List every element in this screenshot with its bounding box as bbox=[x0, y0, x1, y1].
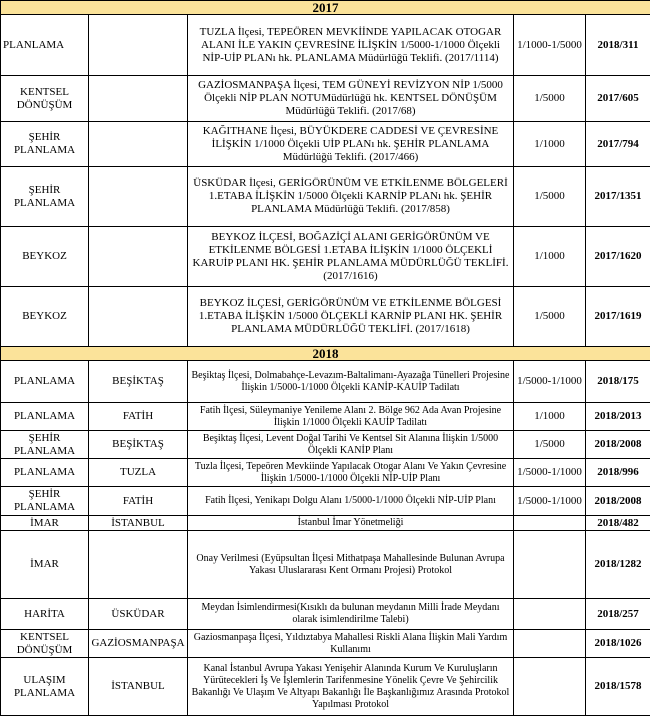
district-cell: FATİH bbox=[89, 487, 188, 516]
table-row bbox=[1, 122, 650, 167]
description-cell: Meydan İsimlendirmesi(Kısıklı da bulunan meydanın Milli İrade Meydanı olarak isimlendirilme Talebi) bbox=[188, 599, 514, 630]
dept-cell: KENTSEL DÖNÜŞÜM bbox=[1, 630, 89, 658]
district-cell bbox=[89, 76, 188, 122]
decision-no-cell: 2018/996 bbox=[586, 459, 650, 487]
district-cell: İSTANBUL bbox=[89, 516, 188, 531]
dept-cell: BEYKOZ bbox=[1, 227, 89, 287]
scale-cell bbox=[514, 658, 586, 716]
dept-cell: ŞEHİR PLANLAMA bbox=[1, 431, 89, 459]
year-label: 2018 bbox=[1, 347, 650, 361]
district-cell: İSTANBUL bbox=[89, 658, 188, 716]
decision-no-cell: 2018/1026 bbox=[586, 630, 650, 658]
decision-no-cell: 2017/1620 bbox=[586, 227, 650, 287]
dept-cell: ŞEHİR PLANLAMA bbox=[1, 167, 89, 227]
decision-no-cell: 2018/175 bbox=[586, 361, 650, 403]
scale-cell bbox=[514, 599, 586, 630]
table-row bbox=[1, 287, 650, 347]
table-row bbox=[1, 403, 650, 431]
description-cell: BEYKOZ İLÇESİ, GERİGÖRÜNÜM VE ETKİLENME BÖLGESİ 1.ETABA İLİŞKİN 1/5000 ÖLÇEKLİ KARNİP PLANI HK. ŞEHİR PLANLAMA MÜDÜRLÜĞÜ TEKLİFİ. (2017/1618) bbox=[188, 287, 514, 347]
decision-no-cell: 2018/2013 bbox=[586, 403, 650, 431]
table-row bbox=[1, 76, 650, 122]
district-cell bbox=[89, 167, 188, 227]
decision-no-cell: 2017/794 bbox=[586, 122, 650, 167]
description-cell: GAZİOSMANPAŞA İlçesi, TEM GÜNEYİ REVİZYON NİP 1/5000 Ölçekli NİP PLAN NOTUMüdürlüğü hk. KENTSEL DÖNÜŞÜM Müdürlüğü Teklifi. (2017/68) bbox=[188, 76, 514, 122]
district-cell bbox=[89, 227, 188, 287]
decision-no-cell: 2018/1578 bbox=[586, 658, 650, 716]
description-cell: Gaziosmanpaşa İlçesi, Yıldıztabya Mahallesi Riskli Alana İlişkin Mali Yardım Kullanımı bbox=[188, 630, 514, 658]
district-cell bbox=[89, 15, 188, 76]
dept-cell: İMAR bbox=[1, 531, 89, 599]
decision-no-cell: 2018/2008 bbox=[586, 487, 650, 516]
dept-cell: İMAR bbox=[1, 516, 89, 531]
description-cell: Fatih İlçesi, Süleymaniye Yenileme Alanı 2. Bölge 962 Ada Avan Projesine İlişkin 1/1000 Ölçekli KAUİP Tadilatı bbox=[188, 403, 514, 431]
table-row bbox=[1, 15, 650, 76]
decision-no-cell: 2018/257 bbox=[586, 599, 650, 630]
scale-cell: 1/1000 bbox=[514, 122, 586, 167]
table-row bbox=[1, 487, 650, 516]
scale-cell: 1/5000-1/1000 bbox=[514, 361, 586, 403]
description-cell: İstanbul İmar Yönetmeliği bbox=[188, 516, 514, 531]
decision-no-cell: 2018/311 bbox=[586, 15, 650, 76]
description-cell: BEYKOZ İLÇESİ, BOĞAZİÇİ ALANI GERİGÖRÜNÜM VE ETKİLENME BÖLGESİ 1.ETABA İLİŞKİN 1/1000 ÖLÇEKLİ KARUİP PLANI HK. ŞEHİR PLANLAMA MÜDÜRLÜĞÜ TEKLİFİ. (2017/1616) bbox=[188, 227, 514, 287]
table-row bbox=[1, 531, 650, 599]
description-cell: Kanal İstanbul Avrupa Yakası Yenişehir Alanında Kurum Ve Kuruluşların Yürütecekleri İş Ve İşlemlerin Tarifenmesine Yönelik Çevre Ve Şehircilik Bakanlığı Ve Ulaşım Ve Altyapı Bakanlığı İle Başkanlığımız Arasında Protokol Yapılması Protokol bbox=[188, 658, 514, 716]
description-cell: Tuzla İlçesi, Tepeören Mevkiinde Yapılacak Otogar Alanı Ve Yakın Çevresine İlişkin 1/5000-1/1000 Ölçekli NİP-UİP Planı bbox=[188, 459, 514, 487]
decision-no-cell: 2018/2008 bbox=[586, 431, 650, 459]
dept-cell: KENTSEL DÖNÜŞÜM bbox=[1, 76, 89, 122]
scale-cell: 1/1000 bbox=[514, 227, 586, 287]
scale-cell: 1/1000-1/5000 bbox=[514, 15, 586, 76]
scale-cell: 1/5000 bbox=[514, 167, 586, 227]
district-cell: TUZLA bbox=[89, 459, 188, 487]
scale-cell: 1/5000 bbox=[514, 431, 586, 459]
dept-cell: HARİTA bbox=[1, 599, 89, 630]
scale-cell bbox=[514, 516, 586, 531]
year-header-row bbox=[1, 1, 650, 15]
scale-cell bbox=[514, 630, 586, 658]
district-cell: BEŞİKTAŞ bbox=[89, 361, 188, 403]
table-row bbox=[1, 630, 650, 658]
dept-cell: PLANLAMA bbox=[1, 459, 89, 487]
district-cell: FATİH bbox=[89, 403, 188, 431]
decision-no-cell: 2017/1351 bbox=[586, 167, 650, 227]
district-cell: ÜSKÜDAR bbox=[89, 599, 188, 630]
table-row bbox=[1, 361, 650, 403]
table-row bbox=[1, 227, 650, 287]
table-row bbox=[1, 459, 650, 487]
year-header-row bbox=[1, 347, 650, 361]
description-cell: Beşiktaş İlçesi, Levent Doğal Tarihi Ve Kentsel Sit Alanına İlişkin 1/5000 Ölçekli KANİP Planı bbox=[188, 431, 514, 459]
district-cell bbox=[89, 531, 188, 599]
scale-cell: 1/5000-1/1000 bbox=[514, 459, 586, 487]
scale-cell: 1/5000 bbox=[514, 287, 586, 347]
description-cell: Fatih İlçesi, Yenikapı Dolgu Alanı 1/5000-1/1000 Ölçekli NİP-UİP Planı bbox=[188, 487, 514, 516]
description-cell: TUZLA İlçesi, TEPEÖREN MEVKİİNDE YAPILACAK OTOGAR ALANI İLE YAKIN ÇEVRESİNE İLİŞKİN 1/5000-1/1000 Ölçekli NİP-UİP PLANı hk. PLANLAMA Müdürlüğü Teklifi. (2017/1114) bbox=[188, 15, 514, 76]
dept-cell: ŞEHİR PLANLAMA bbox=[1, 122, 89, 167]
district-cell bbox=[89, 287, 188, 347]
year-label: 2017 bbox=[1, 1, 650, 15]
description-cell: ÜSKÜDAR İlçesi, GERİGÖRÜNÜM VE ETKİLENME BÖLGELERİ 1.ETABA İLİŞKİN 1/5000 Ölçekli KARNİP PLANı hk. ŞEHİR PLANLAMA Müdürlüğü Teklifi. (2017/858) bbox=[188, 167, 514, 227]
table-row bbox=[1, 599, 650, 630]
dept-cell: BEYKOZ bbox=[1, 287, 89, 347]
table-row bbox=[1, 167, 650, 227]
scale-cell bbox=[514, 531, 586, 599]
decision-no-cell: 2018/482 bbox=[586, 516, 650, 531]
decision-no-cell: 2018/1282 bbox=[586, 531, 650, 599]
dept-cell: PLANLAMA bbox=[1, 15, 89, 76]
decision-no-cell: 2017/605 bbox=[586, 76, 650, 122]
district-cell: BEŞİKTAŞ bbox=[89, 431, 188, 459]
scale-cell: 1/1000 bbox=[514, 403, 586, 431]
dept-cell: PLANLAMA bbox=[1, 361, 89, 403]
decision-no-cell: 2017/1619 bbox=[586, 287, 650, 347]
table-row bbox=[1, 431, 650, 459]
description-cell: Beşiktaş İlçesi, Dolmabahçe-Levazım-Baltalimanı-Ayazağa Tünelleri Projesine İlişkin 1/5000-1/1000 Ölçekli KANİP-KAUİP Tadilatı bbox=[188, 361, 514, 403]
description-cell: Onay Verilmesi (Eyüpsultan İlçesi Mithatpaşa Mahallesinde Bulunan Avrupa Yakası Uluslararası Kent Ormanı Projesi) Protokol bbox=[188, 531, 514, 599]
scale-cell: 1/5000-1/1000 bbox=[514, 487, 586, 516]
description-cell: KAĞITHANE İlçesi, BÜYÜKDERE CADDESİ VE ÇEVRESİNE İLİŞKİN 1/1000 Ölçekli UİP PLANı hk. ŞEHİR PLANLAMA Müdürlüğü Teklifi. (2017/466) bbox=[188, 122, 514, 167]
district-cell: GAZİOSMANPAŞA bbox=[89, 630, 188, 658]
dept-cell: PLANLAMA bbox=[1, 403, 89, 431]
district-cell bbox=[89, 122, 188, 167]
table-row bbox=[1, 658, 650, 716]
dept-cell: ULAŞIM PLANLAMA bbox=[1, 658, 89, 716]
table-row bbox=[1, 516, 650, 531]
dept-cell: ŞEHİR PLANLAMA bbox=[1, 487, 89, 516]
scale-cell: 1/5000 bbox=[514, 76, 586, 122]
